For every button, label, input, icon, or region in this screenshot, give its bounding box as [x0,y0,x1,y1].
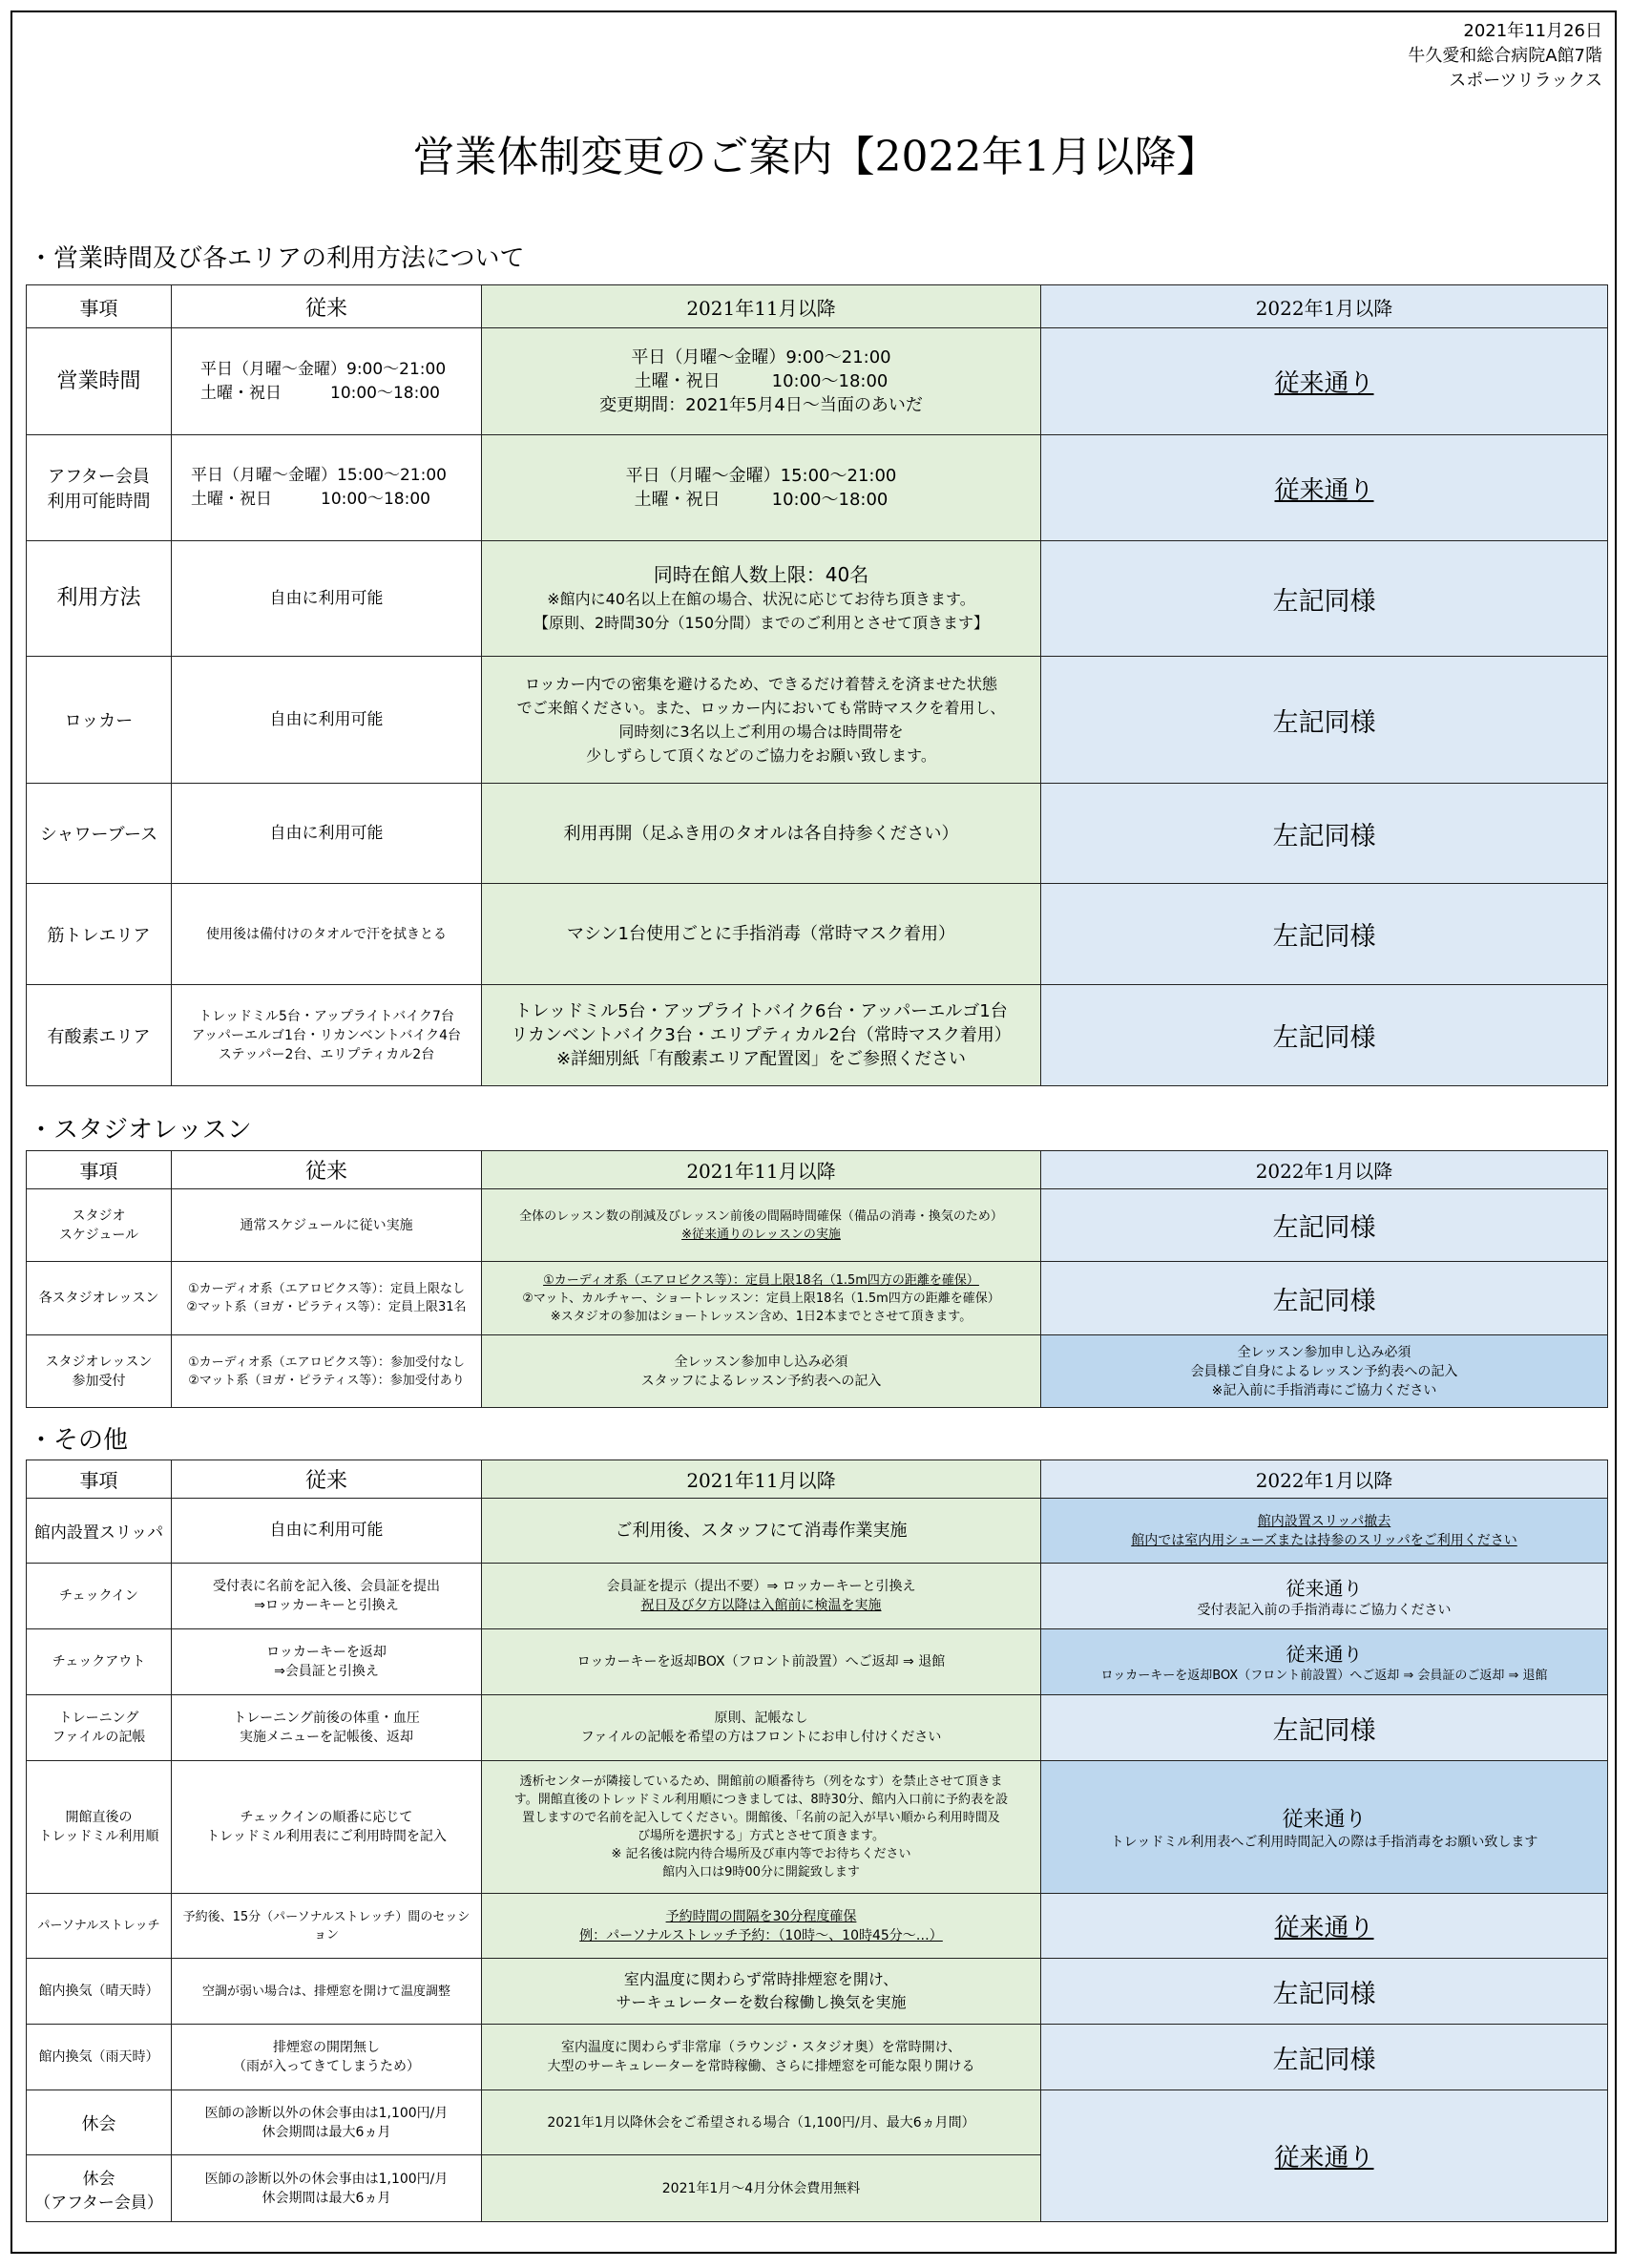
old-cell: 自由に利用可能 [172,541,482,657]
line: 同時在館人数上限：40名 [653,562,869,586]
line: 例：パーソナルストレッチ予約：（10時～、10時45分～…） [579,1927,943,1943]
nov-cell [482,2025,1041,2090]
jan-cell: 左記同様 [1041,1262,1608,1335]
jan-cell: 従来通り [1041,435,1608,541]
nov-cell [482,2155,1041,2222]
nov-cell [482,435,1041,541]
jan-cell: 従来通り [1041,2090,1608,2222]
line: 会員様ご自身によるレッスン予約表への記入 [1190,1363,1458,1379]
line: トレッドミル利用表へご利用時間記入の際は手指消毒をお願い致します [1110,1834,1538,1850]
nov-cell [482,1564,1041,1629]
col-nov: 2021年11月以降 [482,1460,1041,1499]
item-cell: 有酸素エリア [27,985,172,1086]
nov-cell [482,1761,1041,1894]
line: 排煙窓の開閉無し [273,2040,380,2055]
jan-cell [1041,1629,1608,1695]
jan-cell: 左記同様 [1041,1959,1608,2025]
item-cell: チェックイン [27,1564,172,1629]
nov-cell [482,1695,1041,1761]
old-cell [172,2090,482,2155]
jan-cell: 左記同様 [1041,884,1608,985]
jan-cell [1041,1499,1608,1564]
line: ステッパー2台、エリプティカル2台 [218,1046,435,1062]
table-row [27,657,1608,784]
line: 透析センターが隣接しているため、開館前の順番待ち（列をなす）を禁止させて頂きま [519,1774,1003,1789]
old-cell: 予約後、15分（パーソナルストレッチ）間のセッション [172,1894,482,1959]
line: 平日（月曜～金曜）15:00～21:00 [625,466,897,486]
line: リカンベントバイク3台・エリプティカル2台（常時マスク着用） [511,1025,1012,1045]
item-cell [27,435,172,541]
table-row [27,985,1608,1086]
nov-cell [482,1894,1041,1959]
old-cell [172,1761,482,1894]
line: ロッカーキーを返却BOX（フロント前設置）へご返却 ⇒ 退館 [576,1654,946,1670]
item-cell: 各スタジオレッスン [27,1262,172,1335]
old-cell: 自由に利用可能 [172,784,482,884]
line: スタッフによるレッスン予約表への記入 [640,1373,882,1389]
table-row [27,1695,1608,1761]
line: 従来通り [1286,1576,1363,1600]
line: 土曜・祝日 10:00～18:00 [200,383,440,403]
table-row [27,1629,1608,1695]
line: 利用可能時間 [47,492,151,512]
line: び場所を選択する」方式とさせて頂きます。 [638,1829,885,1843]
line: スケジュール [58,1227,139,1243]
page-title: 営業体制変更のご案内【2022年1月以降】 [412,133,1219,181]
section1-heading: ・営業時間及び各エリアの利用方法について [29,244,525,273]
nov-cell [482,1629,1041,1695]
old-cell [172,985,482,1086]
line: 利用再開（足ふき用のタオルは各自持参ください） [563,823,959,844]
line: ※スタジオの参加はショートレッスン含め、1日2本までとさせて頂きます。 [550,1309,972,1324]
header-facility: スポーツリラックス [1449,71,1602,91]
col-item: 事項 [27,1460,172,1499]
line: 2021年1月～4月分休会費用無料 [661,2180,861,2196]
line: ※ 記名後は院内待合場所及び車内等でお待ちください [611,1847,911,1861]
col-old: 従来 [172,285,482,328]
line: 休会期間は最大6ヵ月 [261,2190,391,2206]
line: 全体のレッスン数の削減及びレッスン前後の間隔時間確保（備品の消毒・換気のため） [519,1208,1003,1224]
col-jan: 2022年1月以降 [1041,1151,1608,1189]
line: 館内入口は9時00分に開錠致します [662,1865,860,1880]
line: 同時刻に3名以上ご利用の場合は時間帯を [618,723,904,741]
line: 会員証を提示（提出不要）⇒ ロッカーキーと引換え [606,1579,916,1594]
nov-cell [482,2090,1041,2155]
line: ②マット、カルチャー、ショートレッスン：定員上限18名（1.5m四方の距離を確保） [522,1291,1000,1306]
old-cell: 自由に利用可能 [172,657,482,784]
item-cell [27,2155,172,2222]
line: 土曜・祝日 10:00～18:00 [191,490,430,509]
section3-heading: ・その他 [29,1426,129,1455]
jan-cell: 左記同様 [1041,541,1608,657]
line: トレッドミル5台・アップライトバイク6台・アッパーエルゴ1台 [514,1001,1008,1021]
nov-cell [482,328,1041,435]
old-cell [172,1629,482,1695]
jan-cell: 左記同様 [1041,784,1608,884]
col-nov: 2021年11月以降 [482,285,1041,328]
line: 休会期間は最大6ヵ月 [261,2124,391,2140]
nov-cell [482,985,1041,1086]
nov-cell [482,1189,1041,1262]
item-cell: 館内換気（雨天時） [27,2025,172,2090]
nov-cell [482,1959,1041,2025]
line: ⇒ロッカーキーと引換え [254,1598,399,1613]
nov-cell [482,657,1041,784]
line: ②マット系（ヨガ・ピラティス等）：定員上限31名 [186,1300,467,1314]
item-cell: 休会 [27,2090,172,2155]
nov-cell [482,541,1041,657]
line: 受付表に名前を記入後、会員証を提出 [213,1579,440,1594]
old-cell: 通常スケジュールに従い実施 [172,1189,482,1262]
line: スタジオ [72,1208,126,1224]
table-row [27,2090,1608,2155]
item-cell: 利用方法 [27,541,172,657]
table-row [27,1189,1608,1262]
col-item: 事項 [27,1151,172,1189]
line: 平日（月曜～金曜）15:00～21:00 [191,466,447,485]
line: 平日（月曜～金曜）9:00～21:00 [200,359,447,379]
col-jan: 2022年1月以降 [1041,1460,1608,1499]
old-cell: 空調が弱い場合は、排煙窓を開けて温度調整 [172,1959,482,2025]
table-row [27,884,1608,985]
line: アフター会員 [48,467,150,487]
section3-table [26,1460,1608,2222]
jan-cell: 従来通り [1041,328,1608,435]
jan-cell: 左記同様 [1041,2025,1608,2090]
jan-cell [1041,1761,1608,1894]
line: トレッドミル利用表にご利用時間を記入 [206,1829,447,1844]
line: ファイルの記帳 [52,1730,146,1745]
line: 原則、記帳なし [714,1711,808,1726]
old-cell [172,1335,482,1408]
jan-cell: 左記同様 [1041,657,1608,784]
header-date: 2021年11月26日 [1463,21,1602,41]
table-row [27,1335,1608,1408]
item-cell [27,1335,172,1408]
jan-cell: 従来通り [1041,1894,1608,1959]
jan-cell: 左記同様 [1041,1189,1608,1262]
line: 平日（月曜～金曜）9:00～21:00 [631,347,891,368]
line: 予約時間の間隔を30分程度確保 [665,1908,857,1924]
line: 館内では室内用シューズまたは持参のスリッパをご利用ください [1131,1532,1517,1548]
table-row [27,1959,1608,2025]
line: 従来通り [1282,1807,1367,1832]
item-cell: 館内換気（晴天時） [27,1959,172,2025]
line: サーキュレーターを数台稼働し換気を実施 [616,1993,907,2011]
nov-cell [482,1499,1041,1564]
header-location: 牛久愛和総合病院A館7階 [1408,46,1602,66]
item-cell: チェックアウト [27,1629,172,1695]
item-cell: 営業時間 [27,328,172,435]
line: マシン1台使用ごとに手指消毒（常時マスク着用） [567,924,955,944]
line: ⇒会員証と引換え [274,1664,379,1679]
table-row [27,328,1608,435]
item-cell [27,1761,172,1894]
item-cell [27,1695,172,1761]
line: 開館直後の [65,1810,133,1825]
line: （雨が入ってきてしまうため） [233,2059,420,2074]
col-old: 従来 [172,1460,482,1499]
jan-cell: 左記同様 [1041,985,1608,1086]
old-cell [172,435,482,541]
table-row [27,1761,1608,1894]
line: 置しますので名前を記入してください。開館後、「名前の記入が早い順から利用時間及 [522,1811,1000,1825]
line: ※詳細別紙「有酸素エリア配置図」をご参照ください [555,1049,967,1069]
line: トレーニング [58,1711,139,1726]
old-cell [172,2155,482,2222]
jan-cell: 左記同様 [1041,1695,1608,1761]
item-cell: 館内設置スリッパ [27,1499,172,1564]
line: 2021年1月以降休会をご希望される場合（1,100円/月、最大6ヵ月間） [547,2114,975,2131]
table-row [27,1564,1608,1629]
section2-table [26,1150,1608,1408]
section1-table [26,284,1608,1086]
line: チェックインの順番に応じて [240,1810,413,1825]
line: （アフター会員） [34,2193,163,2213]
line: 医師の診断以外の休会事由は1,100円/月 [204,2105,449,2121]
line: 受付表記入前の手指消毒にご協力ください [1197,1602,1452,1618]
line: す。開館直後のトレッドミル利用順につきましては、8時30分、館内入口前に予約表を設 [513,1793,1009,1807]
jan-cell [1041,1564,1608,1629]
header [1408,19,1602,94]
line: 参加受付 [72,1373,126,1389]
line: ロッカーキーを返却 [266,1645,387,1660]
line: ①カーディオ系（エアロビクス等）：参加受付なし [188,1354,465,1370]
line: 全レッスン参加申し込み必須 [674,1354,848,1370]
line: 大型のサーキュレーターを常時稼働、さらに排煙窓を可能な限り開ける [547,2059,975,2074]
section2-heading: ・スタジオレッスン [29,1116,252,1144]
item-cell: 筋トレエリア [27,884,172,985]
jan-cell [1041,1335,1608,1408]
line: 土曜・祝日 10:00～18:00 [634,490,889,510]
line: ①カーディオ系（エアロビクス等）：定員上限なし [188,1282,465,1296]
line: トレッドミル5台・アップライトバイク7台 [199,1008,454,1024]
nov-cell [482,1262,1041,1335]
item-cell [27,1189,172,1262]
col-item: 事項 [27,285,172,328]
line: ロッカーキーを返却BOX（フロント前設置）へご返却 ⇒ 会員証のご返却 ⇒ 退館 [1100,1669,1548,1683]
table-row [27,1262,1608,1335]
line: 医師の診断以外の休会事由は1,100円/月 [204,2171,449,2187]
table-row [27,541,1608,657]
item-cell: パーソナルストレッチ [27,1894,172,1959]
col-old: 従来 [172,1151,482,1189]
line: 【原則、2時間30分（150分間）までのご利用とさせて頂きます】 [533,613,990,632]
line: トレーニング前後の体重・血圧 [233,1711,420,1726]
nov-cell [482,884,1041,985]
col-nov: 2021年11月以降 [482,1151,1041,1189]
item-cell: シャワーブース [27,784,172,884]
line: 祝日及び夕方以降は入館前に検温を実施 [640,1598,882,1613]
item-cell: ロッカー [27,657,172,784]
table-row [27,784,1608,884]
line: トレッドミル利用順 [38,1829,159,1844]
line: 全レッスン参加申し込み必須 [1237,1344,1411,1360]
line: ※従来通りのレッスンの実施 [681,1227,841,1242]
old-cell [172,2025,482,2090]
line: 従来通り [1286,1643,1363,1666]
line: 土曜・祝日 10:00～18:00 [634,371,889,391]
line: でご来館ください。また、ロッカー内においても常時マスクを着用し、 [516,699,1006,717]
line: ファイルの記帳を希望の方はフロントにお申し付けください [580,1730,942,1745]
old-cell: 使用後は備付けのタオルで汗を拭きとる [172,884,482,985]
nov-cell [482,1335,1041,1408]
line: ご利用後、スタッフにて消毒作業実施 [615,1521,908,1541]
line: ①カーディオ系（エアロビクス等）：定員上限18名（1.5m四方の距離を確保） [543,1272,979,1288]
line: ※記入前に手指消毒にご協力ください [1211,1382,1437,1398]
line: ※館内に40名以上在館の場合、状況に応じてお待ち頂きます。 [547,589,975,608]
line: 実施メニューを記帳後、返却 [240,1730,413,1745]
nov-cell [482,784,1041,884]
old-cell [172,1564,482,1629]
line: スタジオレッスン [45,1354,153,1370]
table-row [27,1499,1608,1564]
table-row [27,2025,1608,2090]
line: ロッカー内での密集を避けるため、できるだけ着替えを済ませた状態 [524,675,998,693]
line: 変更期間：2021年5月4日～当面のあいだ [599,395,923,415]
old-cell [172,1262,482,1335]
line: 館内設置スリッパ撤去 [1257,1513,1391,1529]
col-jan: 2022年1月以降 [1041,285,1608,328]
old-cell [172,1695,482,1761]
line: ②マット系（ヨガ・ピラティス等）：参加受付あり [188,1373,465,1388]
old-cell [172,328,482,435]
old-cell: 自由に利用可能 [172,1499,482,1564]
line: 室内温度に関わらず常時排煙窓を開け、 [623,1970,899,1988]
table-row [27,1894,1608,1959]
line: 室内温度に関わらず非常扉（ラウンジ・スタジオ奥）を常時開け、 [560,2040,962,2055]
table-row [27,435,1608,541]
line: アッパーエルゴ1台・リカンベントバイク4台 [191,1027,462,1043]
line: 休会 [82,2169,115,2189]
line: 少しずらして頂くなどのご協力をお願い致します。 [586,746,936,765]
